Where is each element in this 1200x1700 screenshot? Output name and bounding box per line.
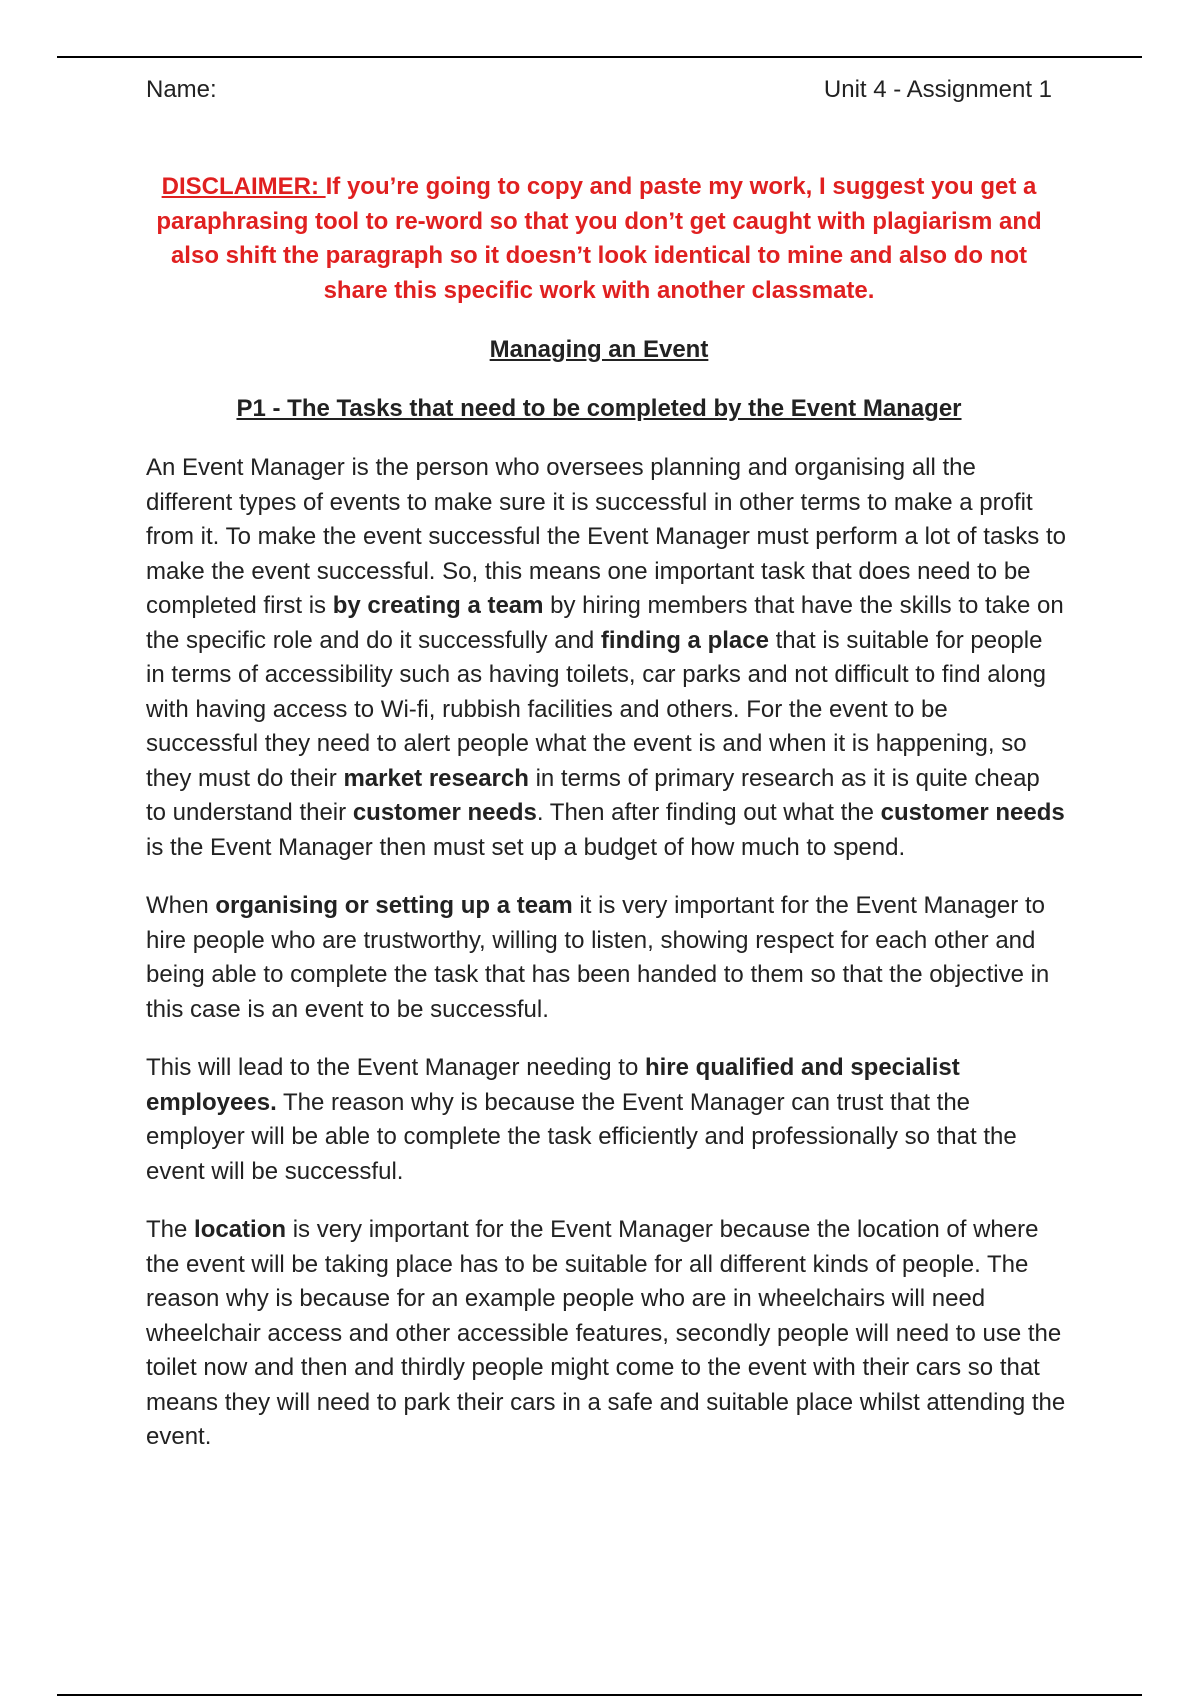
p1-text-e: in terms of primary research as it is quite cheap to understand their (146, 764, 1040, 826)
document-body (146, 451, 1066, 1479)
p2-bold-1: organising or setting up a team (215, 892, 573, 919)
paragraph-2 (146, 889, 1066, 1027)
disclaimer-text: If you’re going to copy and paste my work, I suggest you get a paraphrasing tool to re-word so that you don’t get caught with plagiarism and also shift the paragraph so it doesn’t look identical to mine and also do not share this specific work with another classmate. (156, 173, 1042, 304)
section-heading: P1 - The Tasks that need to be completed by the Event Manager (236, 395, 962, 422)
p1-bold-3: market research (343, 764, 529, 792)
unit-label: Unit 4 - Assignment 1 (823, 76, 1052, 103)
footer-divider (57, 1694, 1142, 1696)
paragraph-4 (146, 1213, 1066, 1455)
p2-text-a: When (146, 892, 216, 919)
p1-text-d: that is suitable for people in terms of accessibility such as having toilets, car parks and not difficult to find along with having access to Wi-fi, rubbish facilities and others. For the event to be successful they need to alert people what the event is and when it is happening, so they must do their (146, 626, 1047, 792)
paragraph-1 (146, 451, 1066, 865)
p4-bold-1: location (194, 1216, 287, 1243)
p1-bold-1: by creating a team (332, 592, 544, 619)
p3-bold-1: hire qualified and specialist employees. (146, 1054, 960, 1116)
p1-text-g: is the Event Manager then must set up a budget of how much to spend. (146, 833, 906, 861)
p3-text-c: The reason why is because the Event Manager can trust that the employer will be able to complete the task efficiently and professionally so that the event will be successful. (146, 1088, 1017, 1185)
header-divider (57, 56, 1142, 58)
p1-text-a: An Event Manager is the person who oversees planning and organising all the different types of events to make sure it is successful in other terms to make a profit from it. To make the event successful the Event Manager must perform a lot of tasks to make the event successful. So, this means one important task that does need to be completed first is (146, 454, 1066, 619)
page-title: Managing an Event (489, 336, 709, 363)
page-header (146, 75, 1052, 105)
name-label: Name: (146, 76, 217, 103)
p1-bold-2: finding a place (600, 626, 769, 654)
p4-text-a: The (146, 1216, 195, 1243)
p1-bold-5: customer needs (880, 799, 1065, 826)
disclaimer-lead: DISCLAIMER: (161, 173, 326, 200)
paragraph-3 (146, 1051, 1066, 1189)
p1-text-f: . Then after finding out what the (536, 799, 881, 826)
p2-text-c: it is very important for the Event Manager to hire people who are trustworthy, willing to listen, showing respect for each other and being able to complete the task that has been handed to them so that the objective in this case is an event to be successful. (146, 892, 1050, 1023)
p1-bold-4: customer needs (352, 799, 537, 826)
p1-text-c: by hiring members that have the skills to take on the specific role and do it successfully and (146, 592, 1064, 654)
p3-text-a: This will lead to the Event Manager needing to (146, 1054, 645, 1081)
disclaimer (146, 170, 1052, 308)
p4-text-c: is very important for the Event Manager because the location of where the event will be taking place has to be suitable for all different kinds of people. The reason why is because for an example people who are in wheelchairs will need wheelchair access and other accessible features, secondly people will need to use the toilet now and then and thirdly people might come to the event with their cars so that means they will need to park their cars in a safe and suitable place whilst attending the event. (146, 1216, 1066, 1450)
